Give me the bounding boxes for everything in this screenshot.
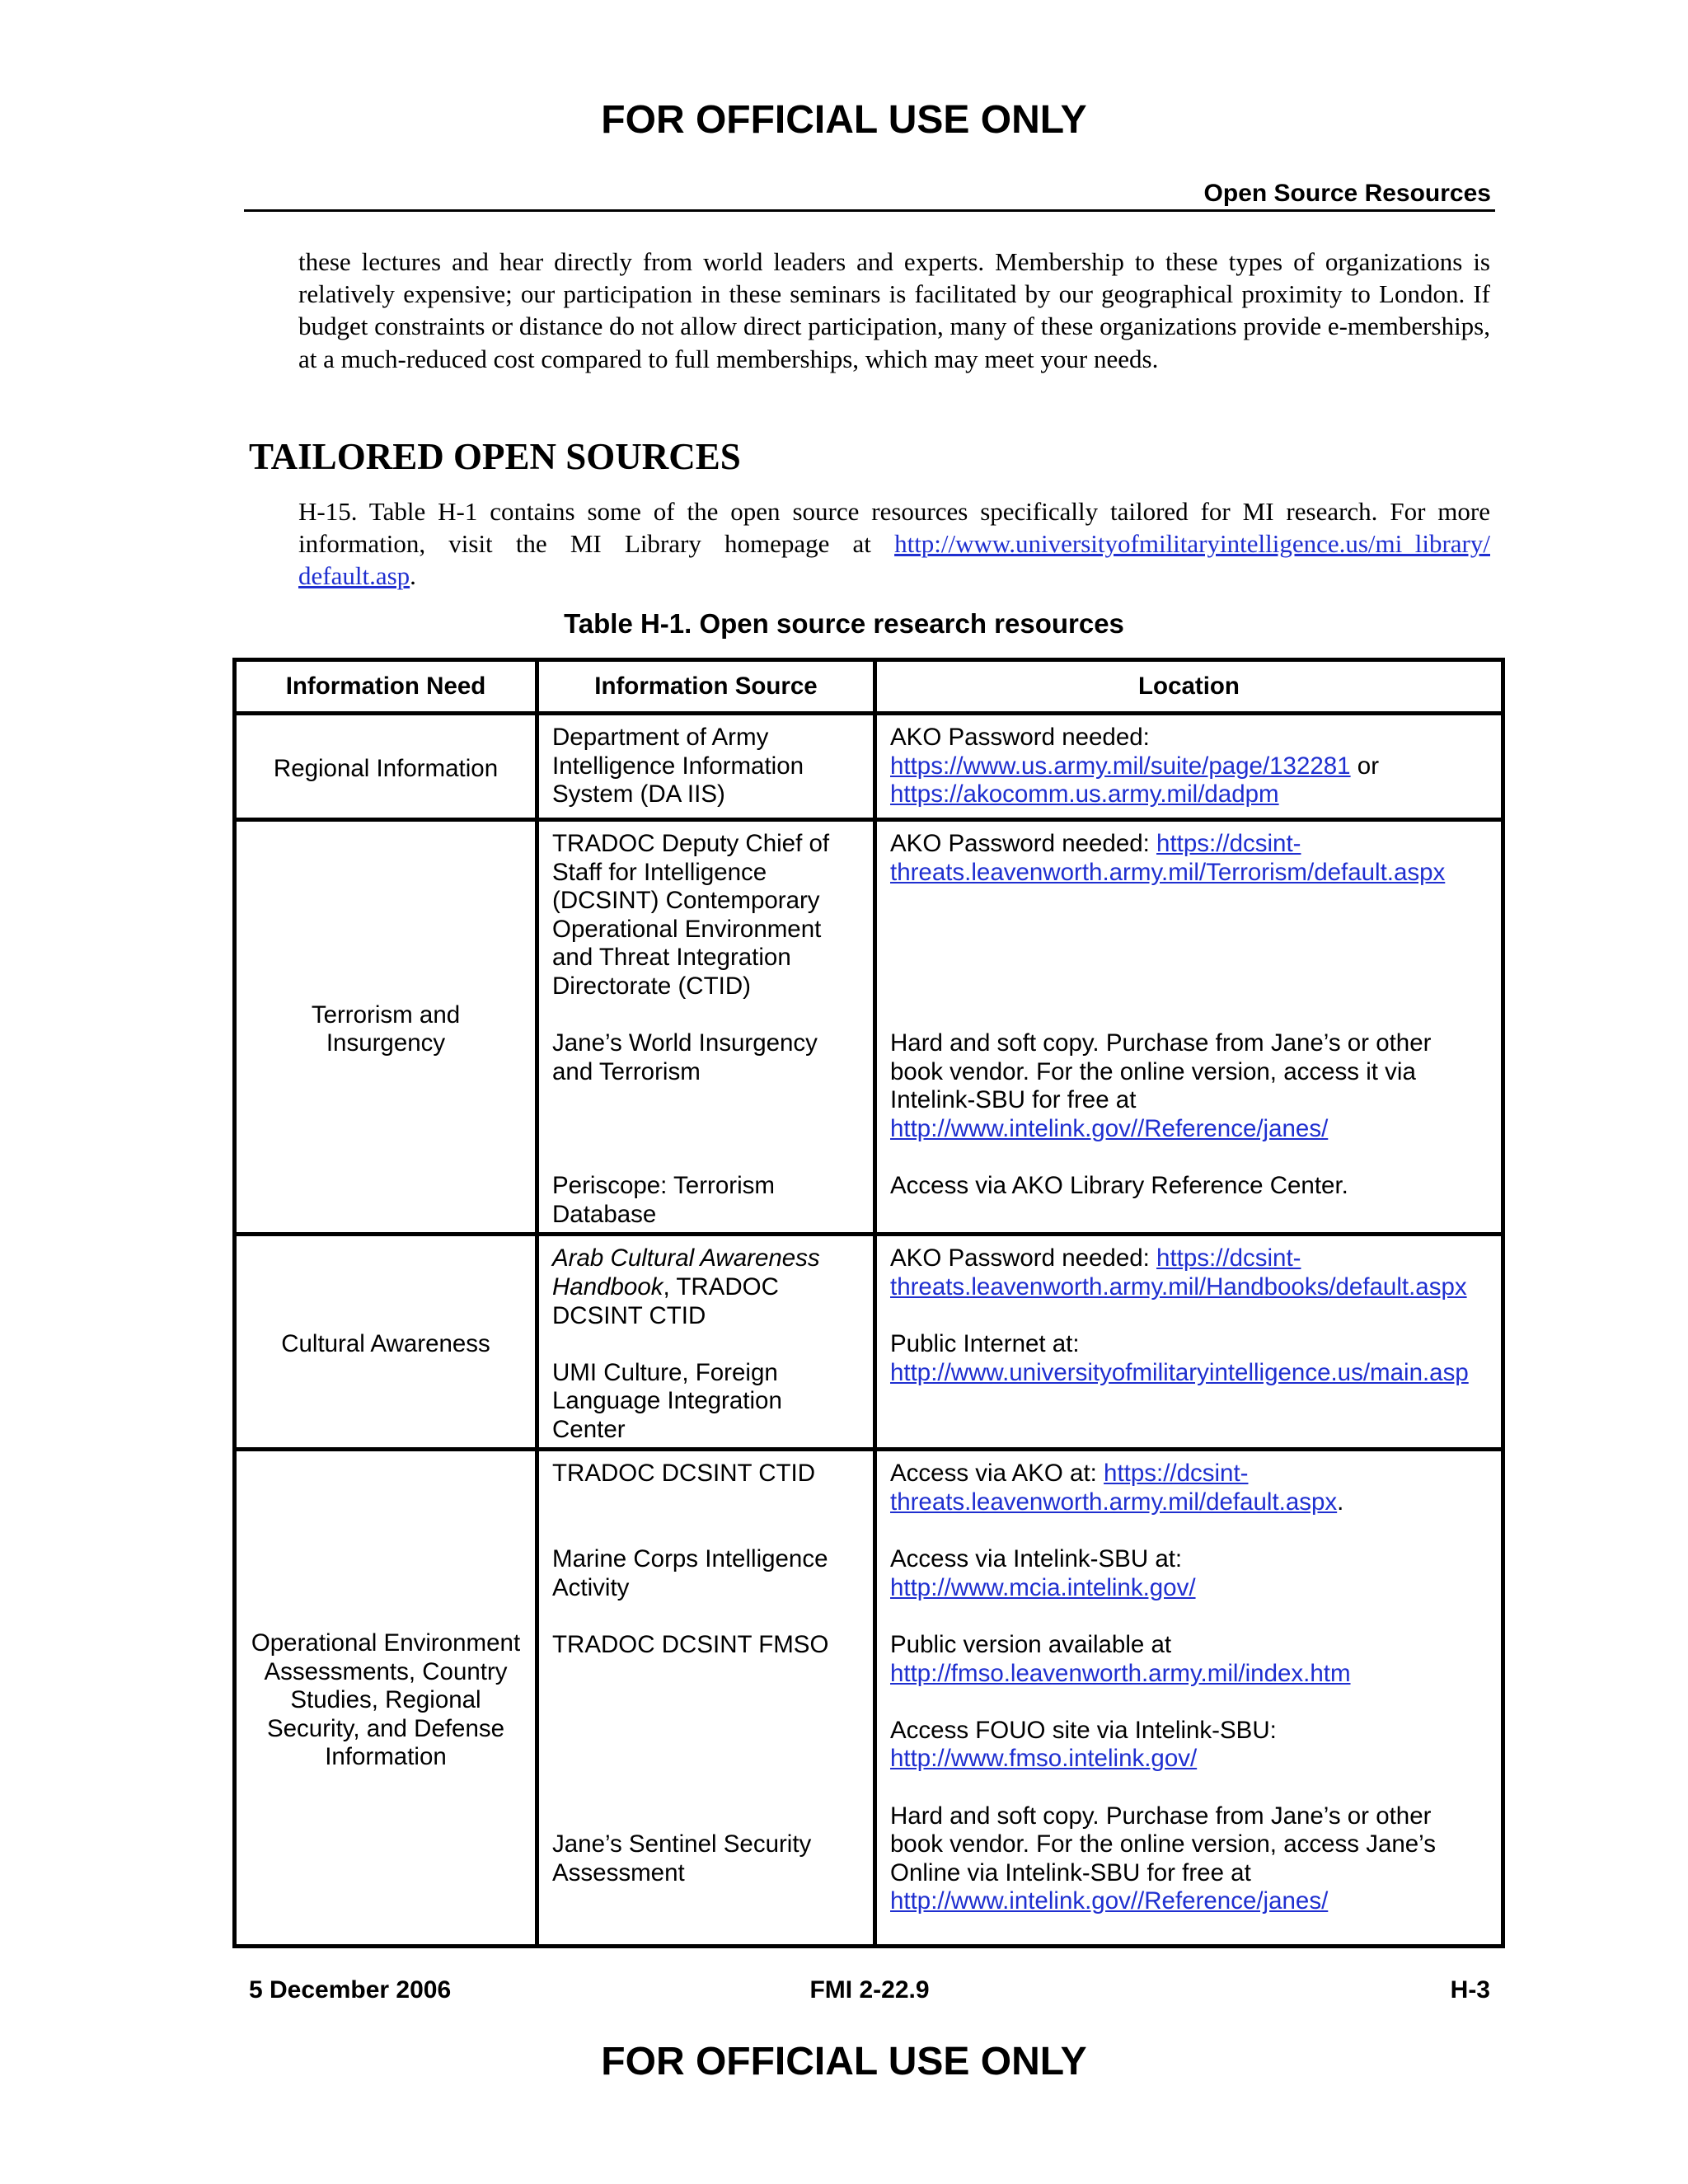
spacer bbox=[890, 944, 1488, 972]
location-janes-text: Hard and soft copy. Purchase from Jane’s or other book vendor. For the online version, access it via Intelink-SBU for free at bbox=[890, 1029, 1432, 1114]
paragraph-h15-end: . bbox=[410, 561, 416, 591]
source-janes-sentinel: Jane’s Sentinel Security Assessment bbox=[552, 1830, 812, 1886]
dcsint-handbooks-link[interactable]: https://dcsint-threats.leavenworth.army.mil/Handbooks/default.aspx bbox=[890, 1244, 1467, 1301]
spacer bbox=[552, 1144, 860, 1173]
footer-date: 5 December 2006 bbox=[249, 1976, 452, 2004]
table-caption: Table H-1. Open source research resources bbox=[564, 608, 1124, 639]
spacer bbox=[552, 1488, 860, 1517]
header-information-need: Information Need bbox=[235, 660, 537, 714]
spacer bbox=[552, 1602, 860, 1631]
source-arab-handbook-rest: , TRADOC DCSINT CTID bbox=[552, 1272, 779, 1329]
location-operational bbox=[875, 1450, 1503, 1947]
classification-banner-top: FOR OFFICIAL USE ONLY bbox=[601, 98, 1087, 142]
us-army-suite-link[interactable]: https://www.us.army.mil/suite/page/132281 bbox=[890, 752, 1351, 780]
location-ctid-end: . bbox=[1337, 1488, 1344, 1516]
fmso-intelink-link[interactable]: http://www.fmso.intelink.gov/ bbox=[890, 1745, 1198, 1773]
source-tradoc-ctid: TRADOC DCSINT CTID bbox=[552, 1460, 816, 1488]
running-header-section: Open Source Resources bbox=[1203, 180, 1491, 207]
spacer bbox=[890, 972, 1488, 1001]
table-row-regional bbox=[235, 714, 1503, 820]
need-terrorism: Terrorism and Insurgency bbox=[235, 820, 537, 1235]
mi-library-link[interactable]: http://www.universityofmilitaryintelligence.us/mi_library/ default.asp bbox=[298, 529, 1490, 591]
table-row-terrorism bbox=[235, 820, 1503, 1235]
dcsint-terrorism-link[interactable]: https://dcsint-threats.leavenworth.army.mil/Terrorism/default.aspx bbox=[890, 830, 1446, 886]
intelink-janes-link-2[interactable]: http://www.intelink.gov//Reference/janes/ bbox=[890, 1887, 1329, 1915]
source-regional: Department of Army Intelligence Information System (DA IIS) bbox=[537, 714, 875, 820]
footer-document-id: FMI 2-22.9 bbox=[809, 1976, 930, 2004]
source-mcia: Marine Corps Intelligence Activity bbox=[552, 1545, 828, 1601]
spacer bbox=[552, 1517, 860, 1546]
header-location: Location bbox=[875, 660, 1503, 714]
spacer bbox=[890, 1001, 1488, 1030]
footer-page-number: H-3 bbox=[1450, 1976, 1490, 2004]
mcia-intelink-link[interactable]: http://www.mcia.intelink.gov/ bbox=[890, 1573, 1196, 1601]
location-umi-text: Public Internet at: bbox=[890, 1330, 1080, 1358]
spacer bbox=[552, 1688, 860, 1717]
spacer bbox=[552, 1660, 860, 1689]
location-regional bbox=[875, 714, 1503, 820]
resources-table bbox=[232, 658, 1505, 1948]
source-umi-culture: UMI Culture, Foreign Language Integration Center bbox=[552, 1358, 782, 1443]
location-terrorism-text: AKO Password needed: bbox=[890, 830, 1157, 857]
location-ctid-text: Access via AKO at: bbox=[890, 1460, 1104, 1488]
source-fmso: TRADOC DCSINT FMSO bbox=[552, 1631, 829, 1659]
need-regional: Regional Information bbox=[235, 714, 537, 820]
location-fmso-fouo-text: Access FOUO site via Intelink-SBU: bbox=[890, 1716, 1277, 1744]
header-information-source: Information Source bbox=[537, 660, 875, 714]
spacer bbox=[552, 1774, 860, 1802]
spacer bbox=[890, 916, 1488, 944]
akocomm-dadpm-link[interactable]: https://akocomm.us.army.mil/dadpm bbox=[890, 780, 1279, 808]
spacer bbox=[890, 1602, 1488, 1631]
spacer bbox=[552, 1745, 860, 1774]
table-row-operational bbox=[235, 1450, 1503, 1947]
source-operational bbox=[537, 1450, 875, 1947]
source-arab-handbook-title: Arab Cultural Awareness Handbook bbox=[552, 1244, 820, 1301]
source-arab-handbook bbox=[552, 1244, 860, 1330]
location-regional-or: or bbox=[1350, 752, 1380, 780]
need-cultural: Cultural Awareness bbox=[235, 1235, 537, 1450]
spacer bbox=[552, 1086, 860, 1115]
spacer bbox=[552, 1001, 860, 1030]
source-janes-insurgency: Jane’s World Insurgency and Terrorism bbox=[552, 1029, 818, 1085]
table-header-row bbox=[235, 660, 1503, 714]
location-mcia-text: Access via Intelink-SBU at: bbox=[890, 1545, 1183, 1573]
location-cultural-text: AKO Password needed: bbox=[890, 1244, 1157, 1272]
section-heading: TAILORED OPEN SOURCES bbox=[249, 436, 741, 477]
classification-banner-bottom: FOR OFFICIAL USE ONLY bbox=[601, 2040, 1087, 2083]
location-fmso-text: Public version available at bbox=[890, 1631, 1172, 1659]
spacer bbox=[890, 1302, 1488, 1331]
umi-main-link[interactable]: http://www.universityofmilitaryintelligence.us/main.asp bbox=[890, 1358, 1469, 1386]
location-regional-text: AKO Password needed: bbox=[890, 724, 1150, 751]
source-cultural bbox=[537, 1235, 875, 1450]
spacer bbox=[552, 1115, 860, 1144]
header-divider bbox=[244, 209, 1495, 212]
intro-paragraph: these lectures and hear directly from world leaders and experts. Membership to these types of organizations is relatively expensive; our participation in these seminars is facilitated by our geographical proximity to London. If budget constraints or distance do not allow direct participation, many of these organizations provide e-memberships, at a much-reduced cost compared to full memberships, which may meet your needs. bbox=[298, 247, 1490, 373]
spacer bbox=[552, 1717, 860, 1746]
dcsint-default-link[interactable]: https://dcsint-threats.leavenworth.army.mil/default.aspx bbox=[890, 1460, 1338, 1516]
paragraph-h15 bbox=[298, 495, 1490, 593]
need-operational: Operational Environment Assessments, Country Studies, Regional Security, and Defense Information bbox=[235, 1450, 537, 1947]
spacer bbox=[890, 1144, 1488, 1173]
source-terrorism bbox=[537, 820, 875, 1235]
spacer bbox=[890, 1517, 1488, 1546]
paragraph-h15-text: H-15. Table H-1 contains some of the open source resources specifically tailored for MI research. For more information, visit the MI Library homepage at bbox=[298, 497, 1490, 559]
intelink-janes-link[interactable]: http://www.intelink.gov//Reference/janes/ bbox=[890, 1114, 1329, 1142]
spacer bbox=[890, 887, 1488, 916]
location-periscope-text: Access via AKO Library Reference Center. bbox=[890, 1172, 1348, 1200]
location-sentinel-text: Hard and soft copy. Purchase from Jane’s or other book vendor. For the online version, access Jane’s Online via Intelink-SBU for free at bbox=[890, 1802, 1436, 1886]
source-tradoc-dcsint: TRADOC Deputy Chief of Staff for Intelligence (DCSINT) Contemporary Operational Environment and Threat Integration Directorate (CTID) bbox=[552, 830, 830, 1000]
fmso-public-link[interactable]: http://fmso.leavenworth.army.mil/index.htm bbox=[890, 1659, 1351, 1687]
location-terrorism bbox=[875, 820, 1503, 1235]
location-cultural bbox=[875, 1235, 1503, 1450]
spacer bbox=[552, 1330, 860, 1359]
spacer bbox=[890, 1774, 1488, 1802]
source-periscope: Periscope: Terrorism Database bbox=[552, 1172, 775, 1228]
spacer bbox=[890, 1688, 1488, 1717]
spacer bbox=[552, 1802, 860, 1831]
table-row-cultural bbox=[235, 1235, 1503, 1450]
